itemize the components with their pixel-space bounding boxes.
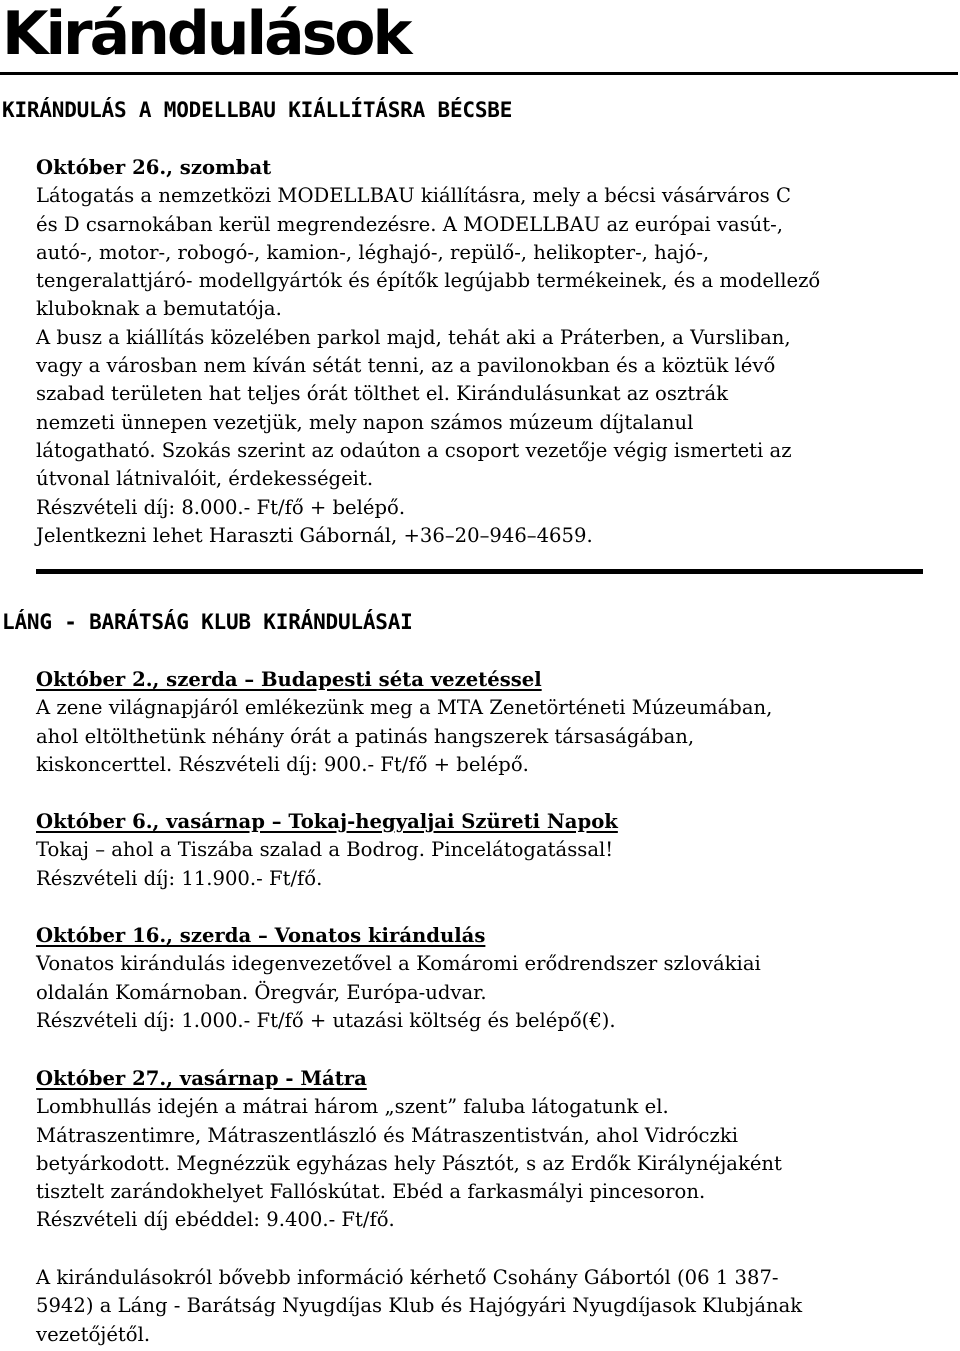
text-line: A kirándulásokról bővebb információ kérhető Csohány Gábortól (06 1 387- <box>36 1266 779 1289</box>
text-line: autó-, motor-, robogó-, kamion-, léghajó-, repülő-, helikopter-, hajó-, <box>36 240 710 264</box>
text-line: Részvételi díj: 8.000.- Ft/fő + belépő. <box>36 495 406 519</box>
text-line: kiskoncerttel. Részvételi díj: 900.- Ft/fő + belépő. <box>36 752 529 776</box>
text-line: Jelentkezni lehet Haraszti Gábornál, +36–20–946–4659. <box>36 523 593 547</box>
text-line: oldalán Komárnoban. Öregvár, Európa-udvar. <box>36 980 487 1004</box>
text-line: A busz a kiállítás közelében parkol majd, tehát aki a Práterben, a Vursliban, <box>36 325 791 349</box>
text-line: Látogatás a nemzetközi MODELLBAU kiállításra, mely a bécsi vásárváros C <box>36 184 791 208</box>
text-line: betyárkodott. Megnézzük egyházas hely Pásztót, s az Erdők Királynéjaként <box>36 1151 782 1175</box>
event-date: Október 6., vasárnap – Tokaj-hegyaljai Szüreti Napok <box>36 810 618 833</box>
text-line: A zene világnapjáról emlékezünk meg a MTA Zenetörténeti Múzeumában, <box>36 696 773 720</box>
text-line: Vonatos kirándulás idegenvezetővel a Komáromi erődrendszer szlovákiai <box>36 952 761 976</box>
event-budapest-walk <box>36 666 956 779</box>
text-line: kluboknak a bemutatója. <box>36 297 282 321</box>
event-matra <box>36 1065 956 1235</box>
text-line: Részvételi díj: 11.900.- Ft/fő. <box>36 866 323 890</box>
text-line: látogatható. Szokás szerint az odaúton a csoport vezetője végig ismerteti az <box>36 438 792 462</box>
text-line: útvonal látnivalóit, érdekességeit. <box>36 467 374 491</box>
title-divider <box>0 72 958 75</box>
text-line: Mátraszentimre, Mátraszentlászló és Mátraszentistván, ahol Vidróczki <box>36 1123 738 1147</box>
text-line: 5942) a Láng - Barátság Nyugdíjas Klub és Hajógyári Nyugdíjasok Klubjának <box>36 1294 803 1318</box>
page-title: Kirándulások <box>2 0 410 69</box>
event-date: Október 2., szerda – Budapesti séta vezetéssel <box>36 668 542 691</box>
text-line: tisztelt zarándokhelyet Fallóskútat. Ebéd a farkasmályi pincesoron. <box>36 1180 706 1204</box>
text-line: tengeralattjáró- modellgyártók és építők legújabb termékeinek, és a modellező <box>36 269 821 293</box>
text-line: Tokaj – ahol a Tiszába szalad a Bodrog. Pincelátogatással! <box>36 838 614 862</box>
text-line: szabad területen hat teljes órát tölthet el. Kirándulásunkat az osztrák <box>36 382 729 406</box>
text-line: ahol eltölthetünk néhány órát a patinás hangszerek társaságában, <box>36 724 695 748</box>
text-line: és D csarnokában kerül megrendezésre. A MODELLBAU az európai vasút-, <box>36 212 784 236</box>
text-line: vezetőjétől. <box>36 1322 151 1346</box>
event-date: Október 16., szerda – Vonatos kirándulás <box>36 924 486 947</box>
info-footer <box>36 1264 956 1349</box>
text-line: Lombhullás idején a mátrai három „szent” faluba látogatunk el. <box>36 1095 669 1119</box>
text-line: nemzeti ünnepen vezetjük, mely napon számos múzeum díjtalanul <box>36 410 694 434</box>
text-line: Részvételi díj: 1.000.- Ft/fő + utazási költség és belépő(€). <box>36 1008 616 1032</box>
section-divider <box>36 569 923 574</box>
section-heading-modellbau: KIRÁNDULÁS A MODELLBAU KIÁLLÍTÁSRA BÉCSBE <box>2 98 513 122</box>
text-line: vagy a városban nem kíván sétát tenni, az a pavilonokban és a köztük lévő <box>36 354 776 378</box>
event-date: Október 26., szombat <box>36 156 272 179</box>
event-train-trip <box>36 922 956 1035</box>
event-tokaj <box>36 808 956 893</box>
text-line: Részvételi díj ebéddel: 9.400.- Ft/fő. <box>36 1208 395 1232</box>
section-modellbau <box>36 154 956 550</box>
section-heading-lang-baratsag: LÁNG - BARÁTSÁG KLUB KIRÁNDULÁSAI <box>2 610 413 634</box>
event-date: Október 27., vasárnap - Mátra <box>36 1067 367 1090</box>
